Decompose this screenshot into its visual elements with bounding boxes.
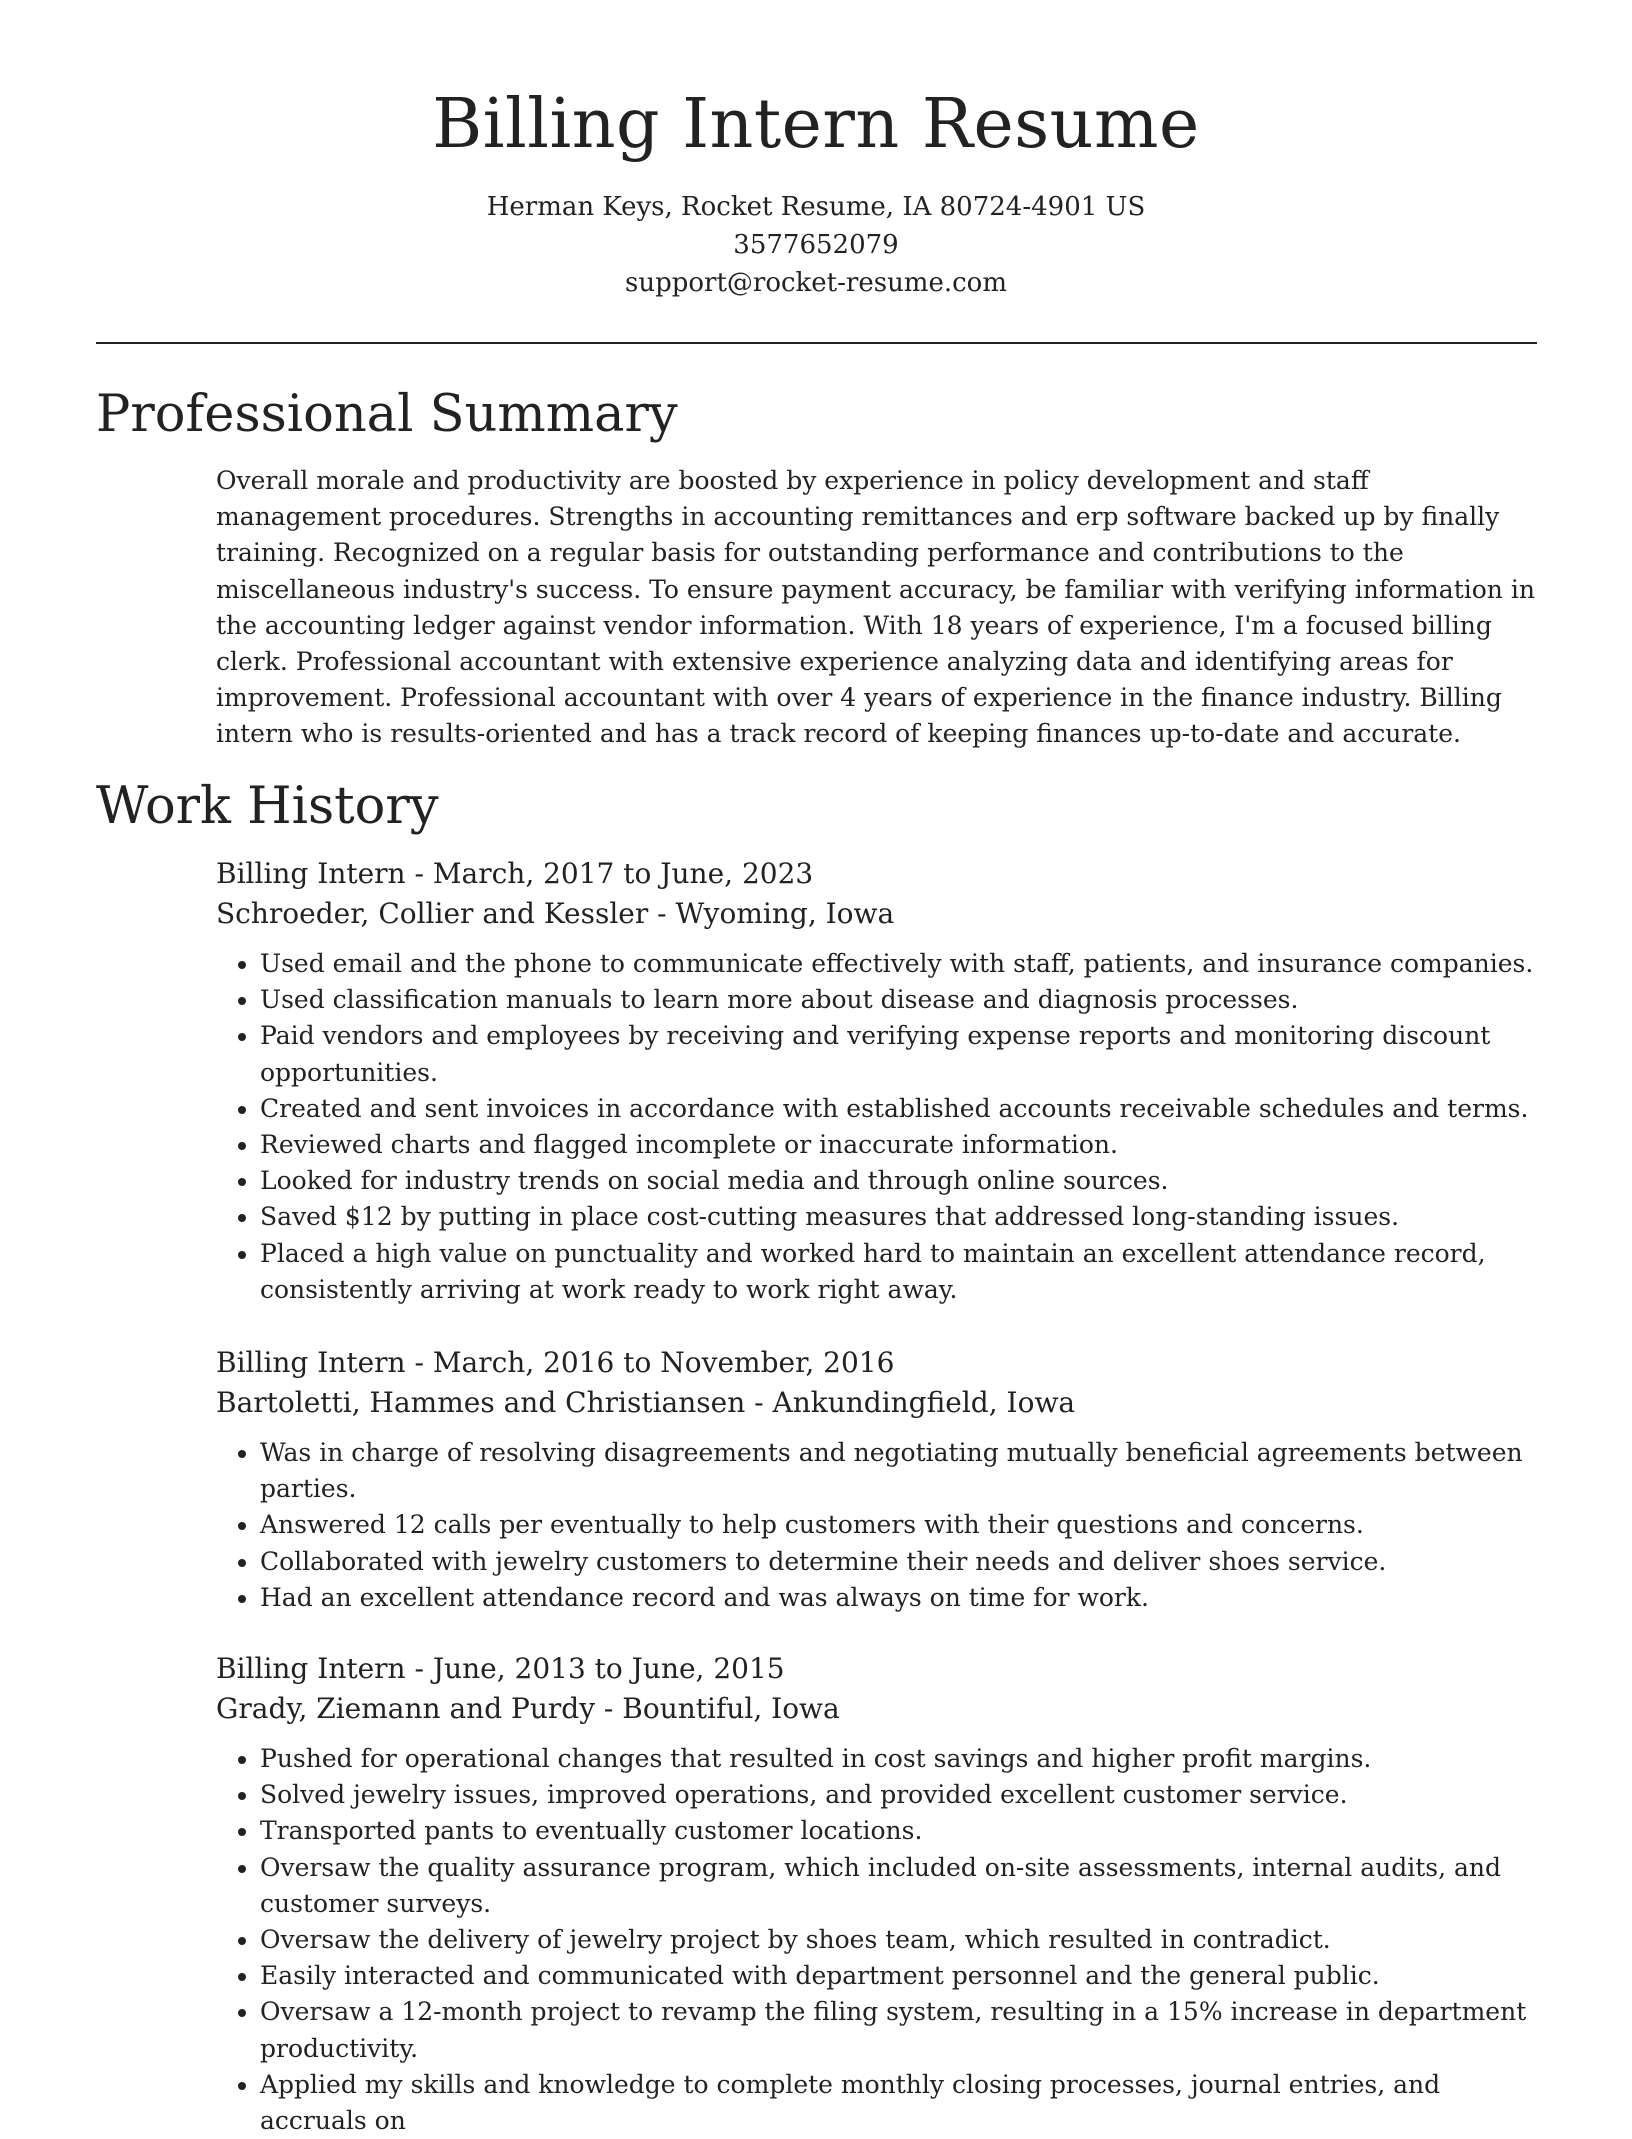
job-company-line: Grady, Ziemann and Purdy - Bountiful, Iowa: [216, 1692, 840, 1725]
job-bullet: • Solved jewelry issues, improved operations, and provided excellent customer service.: [260, 1777, 1541, 1813]
document-title: Billing Intern Resume: [432, 85, 1200, 164]
job-title-line: Billing Intern - March, 2017 to June, 2023: [216, 857, 814, 890]
job-bullet: • Looked for industry trends on social media and through online sources.: [260, 1163, 1541, 1199]
job-bullet: • Oversaw a 12-month project to revamp the filing system, resulting in a 15% increase in department productivity.: [260, 1994, 1541, 2066]
section-heading-summary: Professional Summary: [96, 385, 678, 444]
job-bullet-list: [216, 1435, 1541, 1616]
job-bullet: • Used classification manuals to learn more about disease and diagnosis processes.: [260, 982, 1541, 1018]
job-title-line: Billing Intern - March, 2016 to November, 2016: [216, 1346, 895, 1379]
job-bullet: • Placed a high value on punctuality and worked hard to maintain an excellent attendance record, consistently arriving at work ready to work right away.: [260, 1236, 1541, 1308]
job-entry: [216, 1649, 1541, 2139]
job-bullet: • Saved $12 by putting in place cost-cutting measures that addressed long-standing issues.: [260, 1199, 1541, 1235]
job-bullet: • Created and sent invoices in accordance with established accounts receivable schedules and terms.: [260, 1091, 1541, 1127]
job-bullet: • Collaborated with jewelry customers to determine their needs and deliver shoes service.: [260, 1544, 1541, 1580]
job-bullet: • Answered 12 calls per eventually to help customers with their questions and concerns.: [260, 1507, 1541, 1543]
job-bullet-list: [216, 946, 1541, 1308]
job-entry: [216, 854, 1541, 1308]
job-title-line: Billing Intern - June, 2013 to June, 2015: [216, 1652, 785, 1685]
contact-email: support@rocket-resume.com: [624, 268, 1007, 298]
job-bullet: • Pushed for operational changes that resulted in cost savings and higher profit margins.: [260, 1741, 1541, 1777]
job-bullet: • Applied my skills and knowledge to complete monthly closing processes, journal entries, and accruals on: [260, 2067, 1541, 2139]
job-bullet: • Easily interacted and communicated with department personnel and the general public.: [260, 1958, 1541, 1994]
job-bullet-list: [216, 1741, 1541, 2139]
section-heading-work-history: Work History: [96, 777, 439, 836]
job-bullet: • Paid vendors and employees by receiving and verifying expense reports and monitoring discount opportunities.: [260, 1018, 1541, 1090]
job-company-line: Schroeder, Collier and Kessler - Wyoming, Iowa: [216, 897, 895, 930]
contact-phone: 3577652079: [733, 230, 899, 260]
summary-paragraph: Overall morale and productivity are boosted by experience in policy development and staff management procedures. Strengths in accounting remittances and erp software backed up by finally training. Recognized on a regular basis for outstanding performance and contributions to the miscellaneous industry's success. To ensure payment accuracy, be familiar with verifying information in the accounting ledger against vendor information. With 18 years of experience, I'm a focused billing clerk. Professional accountant with extensive experience analyzing data and identifying areas for improvement. Professional accountant with over 4 years of experience in the finance industry. Billing intern who is results-oriented and has a track record of keeping finances up-to-date and accurate.: [216, 466, 1535, 749]
contact-address: Herman Keys, Rocket Resume, IA 80724-4901 US: [486, 192, 1146, 222]
job-bullet: • Was in charge of resolving disagreements and negotiating mutually beneficial agreements between parties.: [260, 1435, 1541, 1507]
job-bullet: • Reviewed charts and flagged incomplete or inaccurate information.: [260, 1127, 1541, 1163]
job-company-line: Bartoletti, Hammes and Christiansen - Ankundingfield, Iowa: [216, 1386, 1076, 1419]
resume-header: [0, 80, 1632, 302]
job-bullet: • Oversaw the quality assurance program, which included on-site assessments, internal audits, and customer surveys.: [260, 1850, 1541, 1922]
job-bullet: • Had an excellent attendance record and was always on time for work.: [260, 1580, 1541, 1616]
job-entry: [216, 1343, 1541, 1616]
contact-block: [0, 188, 1632, 302]
header-divider: [96, 342, 1537, 344]
job-bullet: • Transported pants to eventually customer locations.: [260, 1813, 1541, 1849]
job-bullet: • Oversaw the delivery of jewelry project by shoes team, which resulted in contradict.: [260, 1922, 1541, 1958]
job-bullet: • Used email and the phone to communicate effectively with staff, patients, and insurance companies.: [260, 946, 1541, 982]
